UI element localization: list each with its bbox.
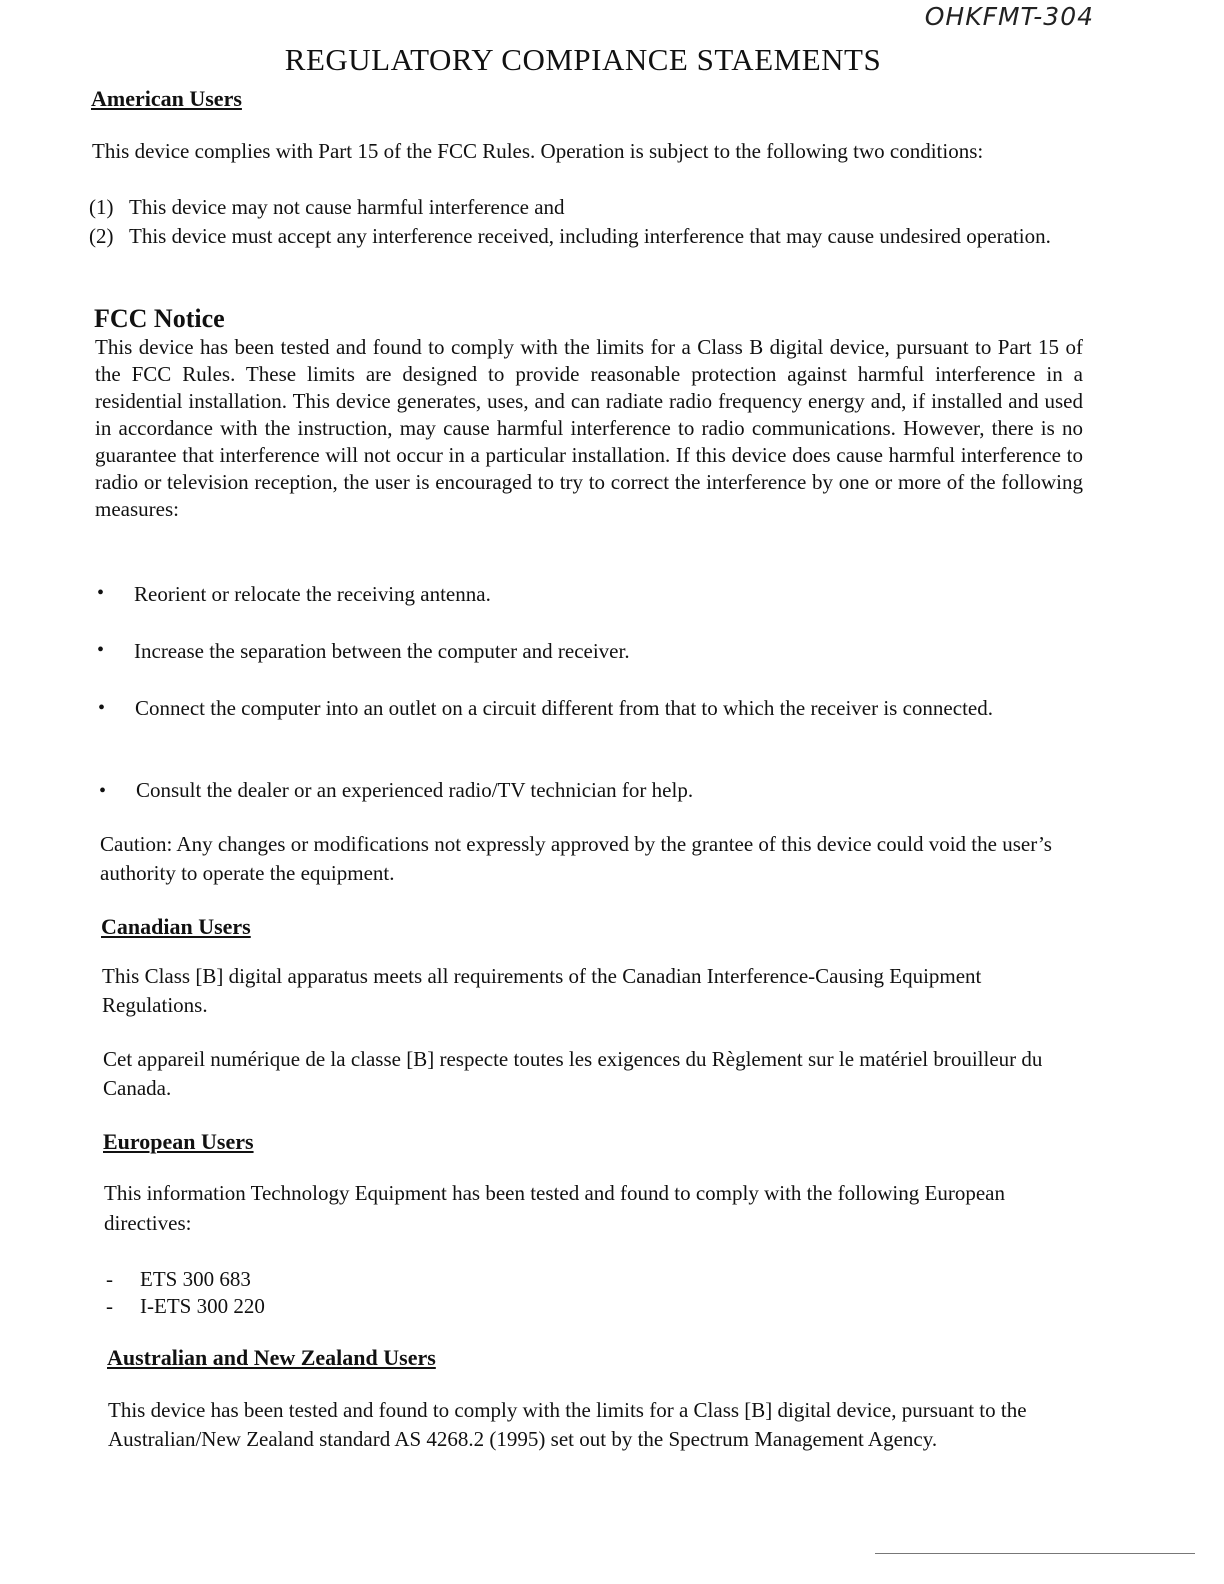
dash-icon: - [106, 1294, 113, 1318]
bullet-icon: • [97, 582, 105, 604]
condition-1-num: (1) [89, 195, 114, 219]
european-users-heading: European Users [103, 1129, 254, 1154]
scan-line-artifact [875, 1553, 1195, 1554]
fcc-notice-heading: FCC Notice [94, 304, 225, 333]
bullet-item-4: Consult the dealer or an experienced radio/TV technician for help. [136, 778, 694, 802]
american-intro: This device complies with Part 15 of the FCC Rules. Operation is subject to the following two conditions: [92, 139, 984, 163]
canadian-english-text: This Class [B] digital apparatus meets all requirements of the Canadian Interference-Causing Equipment Regulations. [102, 964, 982, 1017]
condition-2-num: (2) [89, 224, 114, 248]
canadian-french-text: Cet appareil numérique de la classe [B] respecte toutes les exigences du Règlement sur le matériel brouilleur du Canada. [103, 1047, 1043, 1100]
directive-item-2: I-ETS 300 220 [140, 1294, 265, 1318]
caution-text: Caution: Any changes or modifications not expressly approved by the grantee of this device could void the user’s authority to operate the equipment. [100, 832, 1052, 885]
bullet-icon: • [97, 639, 105, 661]
european-body: This information Technology Equipment has been tested and found to comply with the following European directives: [104, 1181, 1005, 1235]
bullet-icon: • [98, 697, 106, 719]
australian-users-heading: Australian and New Zealand Users [107, 1345, 436, 1370]
directive-item-1: ETS 300 683 [140, 1267, 251, 1291]
australian-body: This device has been tested and found to comply with the limits for a Class [B] digital device, pursuant to the Australian/New Zealand standard AS 4268.2 (1995) set out by the Spectrum Management Agency. [108, 1398, 1027, 1451]
handwritten-doc-code: OHKFMT-304 [924, 2, 1094, 31]
fcc-notice-body: This device has been tested and found to comply with the limits for a Class B digital device, pursuant to Part 15 of the FCC Rules. These limits are designed to provide reasonable protection against harmful interference in a residential installation. This device generates, uses, and can radiate radio frequency energy and, if installed and used in accordance with the instruction, may cause harmful interference to radio communications. However, there is no guarantee that interference will not occur in a particular installation. If this device does cause harmful interference to radio or television reception, the user is encouraged to try to correct the interference by one or more of the following measures: [95, 335, 1083, 521]
american-users-heading: American Users [91, 86, 242, 111]
condition-2-text: This device must accept any interference received, including interference that may cause undesired operation. [129, 224, 1051, 248]
bullet-item-2: Increase the separation between the computer and receiver. [134, 639, 630, 663]
condition-1-text: This device may not cause harmful interference and [129, 195, 565, 219]
bullet-icon: • [99, 780, 107, 802]
page-title: REGULATORY COMPIANCE STAEMENTS [284, 42, 882, 77]
bullet-item-3: Connect the computer into an outlet on a circuit different from that to which the receiver is connected. [135, 696, 993, 720]
dash-icon: - [106, 1267, 113, 1291]
canadian-users-heading: Canadian Users [101, 914, 251, 939]
bullet-item-1: Reorient or relocate the receiving antenna. [134, 582, 491, 606]
